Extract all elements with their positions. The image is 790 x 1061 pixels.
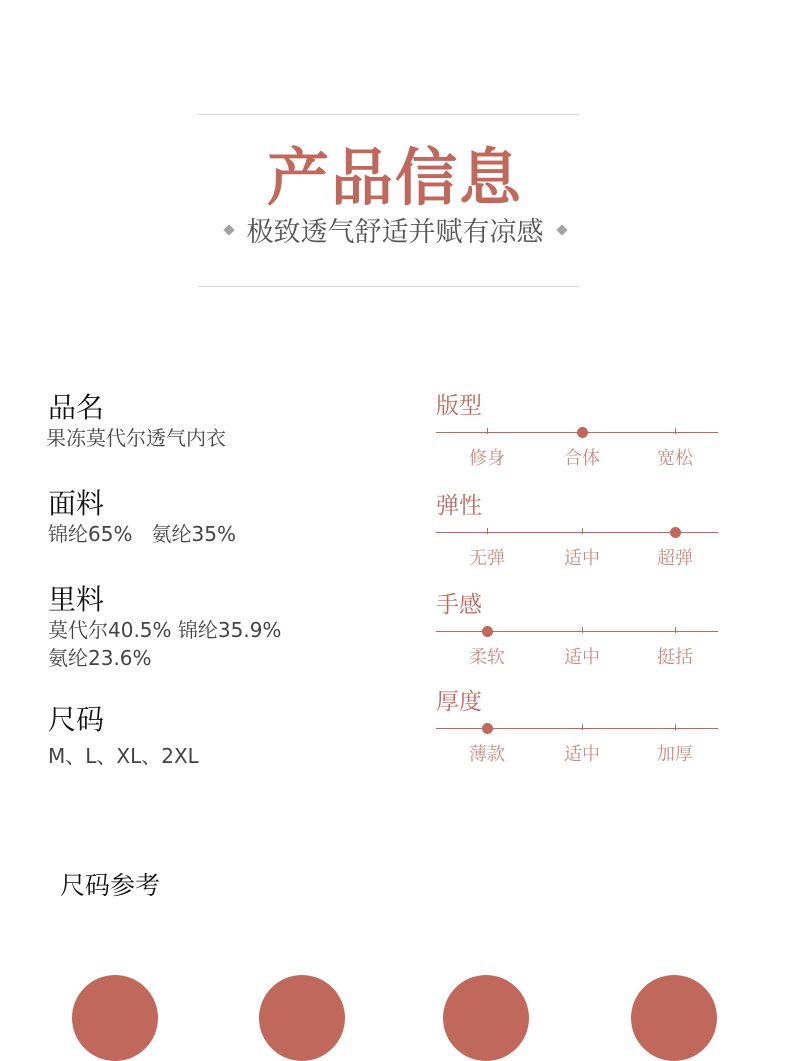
scale-option-label: 宽松 bbox=[657, 448, 693, 469]
scale-option-label: 无弹 bbox=[469, 548, 505, 569]
info-value: 锦纶65% 氨纶35% bbox=[48, 522, 236, 546]
info-value: 莫代尔40.5% 锦纶35.9% bbox=[48, 618, 282, 642]
scale-option-label: 适中 bbox=[564, 548, 600, 569]
size-circle bbox=[259, 975, 345, 1061]
info-label: 里料 bbox=[48, 583, 105, 616]
scale-option-label: 超弹 bbox=[657, 548, 693, 569]
info-product-name bbox=[48, 392, 226, 452]
scale-option-label: 合体 bbox=[564, 448, 600, 469]
scale-track bbox=[436, 524, 718, 540]
scale-option-label: 挺括 bbox=[657, 647, 693, 668]
scale-title: 厚度 bbox=[436, 689, 482, 715]
subtitle-row bbox=[0, 210, 790, 249]
scale-tick bbox=[582, 528, 583, 534]
size-circle bbox=[72, 975, 158, 1061]
page-title: 产品信息 bbox=[266, 141, 523, 214]
scale-labels bbox=[436, 740, 718, 766]
scale-tick bbox=[487, 428, 488, 434]
scale-title: 版型 bbox=[436, 393, 482, 419]
info-size bbox=[48, 704, 199, 770]
info-label: 品名 bbox=[48, 391, 105, 424]
info-value: M、L、XL、2XL bbox=[48, 744, 199, 768]
diamond-icon bbox=[223, 224, 234, 235]
diamond-icon bbox=[556, 224, 567, 235]
header-top-rule bbox=[198, 114, 579, 115]
scale-track bbox=[436, 424, 718, 440]
scale-2 bbox=[436, 591, 718, 669]
scale-option-label: 薄款 bbox=[469, 744, 505, 765]
scale-labels bbox=[436, 444, 718, 470]
info-label: 面料 bbox=[48, 487, 105, 520]
header-bottom-rule bbox=[198, 286, 579, 287]
scale-tick bbox=[582, 627, 583, 633]
scale-3 bbox=[436, 688, 718, 766]
size-circle bbox=[631, 975, 717, 1061]
scale-tick bbox=[675, 627, 676, 633]
scale-selected-dot bbox=[482, 723, 493, 734]
info-label: 尺码 bbox=[48, 703, 105, 736]
scale-title: 弹性 bbox=[436, 493, 482, 519]
scale-title: 手感 bbox=[436, 592, 482, 618]
scale-selected-dot bbox=[577, 427, 588, 438]
scale-tick bbox=[487, 528, 488, 534]
info-fabric bbox=[48, 488, 236, 548]
scale-selected-dot bbox=[670, 527, 681, 538]
scale-tick bbox=[675, 724, 676, 730]
scale-selected-dot bbox=[482, 626, 493, 637]
scale-option-label: 加厚 bbox=[657, 744, 693, 765]
info-value: 氨纶23.6% bbox=[48, 646, 152, 670]
size-circle bbox=[443, 975, 529, 1061]
scale-track bbox=[436, 720, 718, 736]
scale-option-label: 适中 bbox=[564, 744, 600, 765]
scale-labels bbox=[436, 544, 718, 570]
info-value: 果冻莫代尔透气内衣 bbox=[46, 426, 226, 450]
scale-option-label: 柔软 bbox=[469, 647, 505, 668]
scale-option-label: 适中 bbox=[564, 647, 600, 668]
scale-labels bbox=[436, 643, 718, 669]
scale-tick bbox=[582, 724, 583, 730]
scale-tick bbox=[675, 428, 676, 434]
scale-0 bbox=[436, 392, 718, 470]
info-lining bbox=[48, 584, 281, 672]
page-subtitle: 极致透气舒适并赋有凉感 bbox=[246, 217, 544, 248]
scale-option-label: 修身 bbox=[469, 448, 505, 469]
scale-1 bbox=[436, 492, 718, 570]
size-reference-heading: 尺码参考 bbox=[60, 871, 161, 900]
scale-track bbox=[436, 623, 718, 639]
